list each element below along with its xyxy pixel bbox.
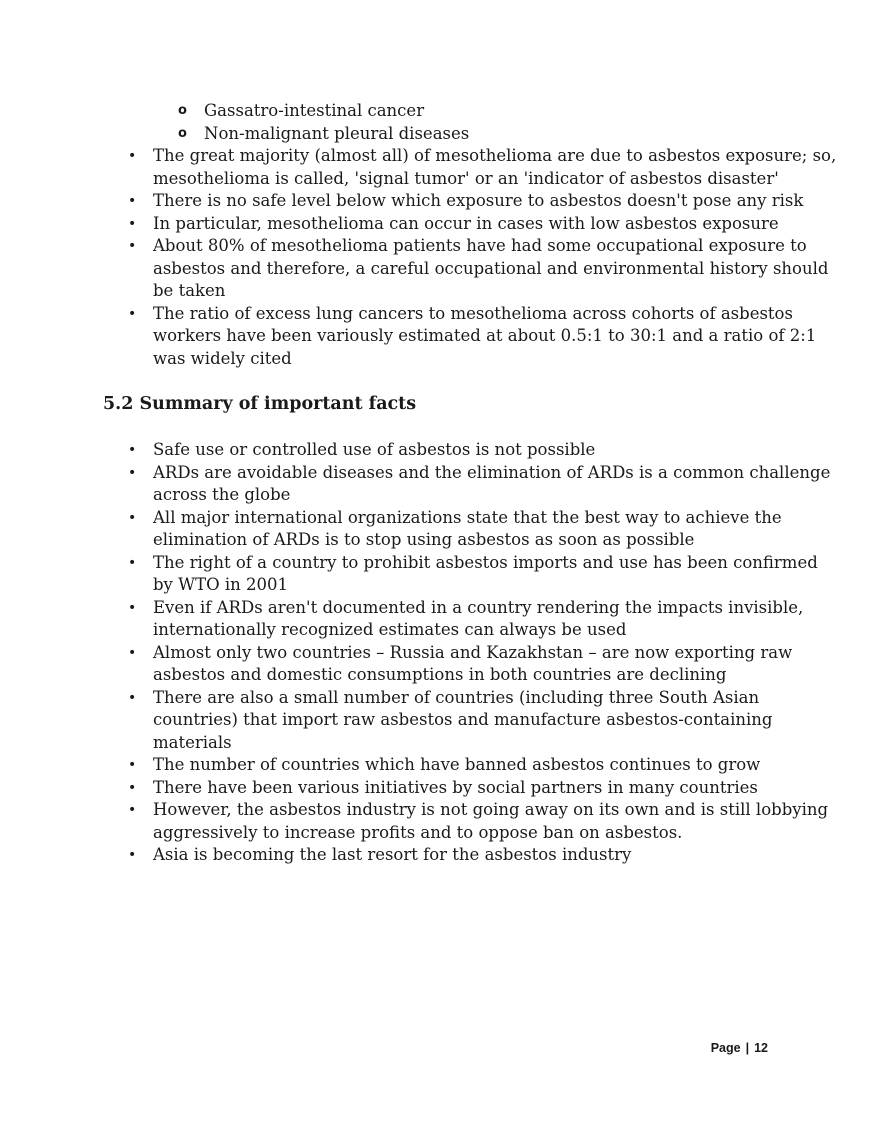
list-item-line: The great majority (almost all) of mesothelioma are due to asbestos exposure; so, (153, 146, 837, 165)
bullet-icon: • (128, 509, 137, 526)
list-item (0, 552, 870, 597)
list-item-line: elimination of ARDs is to stop using asbestos as soon as possible (153, 530, 695, 549)
section-heading-block (0, 392, 870, 416)
list-item-line: Asia is becoming the last resort for the asbestos industry (153, 845, 632, 864)
list-item-line: The right of a country to prohibit asbestos imports and use has been confirmed (153, 552, 818, 572)
list-item-line: asbestos and domestic consumptions in both countries are declining (153, 665, 727, 684)
list-item-line: About 80% of mesothelioma patients have had some occupational exposure to (153, 236, 807, 255)
list-item-line: was widely cited (153, 348, 292, 368)
circle-bullet-icon: o (178, 103, 187, 118)
list-item (0, 844, 870, 867)
sub-list-item-text: Non-malignant pleural diseases (204, 123, 470, 143)
sub-bullet-list (0, 100, 870, 145)
list-item-line: countries) that import raw asbestos and manufacture asbestos-containing (153, 710, 773, 729)
list-item (0, 507, 870, 552)
bullet-icon: • (128, 305, 137, 322)
bullet-icon: • (128, 757, 137, 773)
list-item-line: ARDs are avoidable diseases and the elimination of ARDs is a common challenge (153, 462, 831, 482)
sub-list-item-text: Gassatro-intestinal cancer (204, 101, 425, 120)
bullet-icon: • (128, 193, 137, 209)
bullet-icon: • (128, 779, 137, 796)
bullet-icon: • (128, 802, 137, 818)
page-footer (711, 1041, 768, 1055)
list-item-line: mesothelioma is called, 'signal tumor' or an 'indicator of asbestos disaster' (153, 168, 779, 188)
list-item-line: In particular, mesothelioma can occur in cases with low asbestos exposure (153, 213, 779, 233)
page-separator: | (745, 1041, 750, 1055)
list-item-line: be taken (153, 281, 226, 300)
bullet-icon: • (128, 442, 137, 458)
bullet-icon: • (128, 847, 137, 863)
sub-list-item (0, 100, 870, 123)
list-item-line: by WTO in 2001 (153, 575, 289, 594)
list-item-line: The number of countries which have banned asbestos continues to grow (153, 755, 761, 774)
list-item-line: All major international organizations state that the best way to achieve the (153, 507, 782, 527)
mesothelioma-bullet-list (0, 145, 870, 370)
list-item-line: Safe use or controlled use of asbestos is not possible (153, 440, 596, 459)
list-item-line: There is no safe level below which exposure to asbestos doesn't pose any risk (153, 191, 804, 210)
bullet-icon: • (128, 215, 137, 232)
list-item-line: The ratio of excess lung cancers to mesothelioma across cohorts of asbestos (153, 303, 793, 323)
list-item-line: There are also a small number of countries (including three South Asian (153, 687, 760, 707)
list-item (0, 777, 870, 800)
list-item (0, 190, 870, 213)
list-item (0, 145, 870, 190)
sub-list-item (0, 123, 870, 146)
bullet-icon: • (128, 464, 137, 481)
bullet-icon: • (128, 689, 137, 706)
list-item-line: materials (153, 732, 232, 752)
page-number: 12 (754, 1041, 768, 1055)
section-heading: 5.2 Summary of important facts (103, 394, 417, 414)
list-item-line: There have been various initiatives by social partners in many countries (153, 777, 758, 797)
circle-bullet-icon: o (178, 125, 187, 141)
list-item (0, 754, 870, 777)
list-item (0, 799, 870, 844)
bullet-icon: • (128, 148, 137, 164)
page-label: Page (710, 1041, 741, 1055)
list-item (0, 235, 870, 303)
list-item-line: asbestos and therefore, a careful occupational and environmental history should (153, 258, 829, 278)
bullet-icon: • (128, 238, 137, 254)
bullet-icon: • (128, 644, 137, 661)
list-item-line: Almost only two countries – Russia and Kazakhstan – are now exporting raw (153, 642, 793, 662)
list-item-line: internationally recognized estimates can always be used (153, 620, 627, 639)
list-item (0, 687, 870, 755)
list-item (0, 597, 870, 642)
list-item (0, 213, 870, 236)
list-item (0, 439, 870, 462)
bullet-icon: • (128, 599, 137, 616)
list-item (0, 642, 870, 687)
list-item-line: However, the asbestos industry is not going away on its own and is still lobbying (153, 800, 829, 819)
list-item (0, 303, 870, 371)
list-item-line: workers have been variously estimated at about 0.5:1 to 30:1 and a ratio of 2:1 (153, 326, 817, 345)
list-item-line: Even if ARDs aren't documented in a country rendering the impacts invisible, (153, 597, 804, 617)
list-item-line: aggressively to increase profits and to oppose ban on asbestos. (153, 822, 683, 842)
summary-bullet-list (0, 439, 870, 867)
list-item (0, 462, 870, 507)
document-body (0, 100, 870, 867)
bullet-icon: • (128, 554, 137, 571)
list-item-line: across the globe (153, 485, 291, 504)
